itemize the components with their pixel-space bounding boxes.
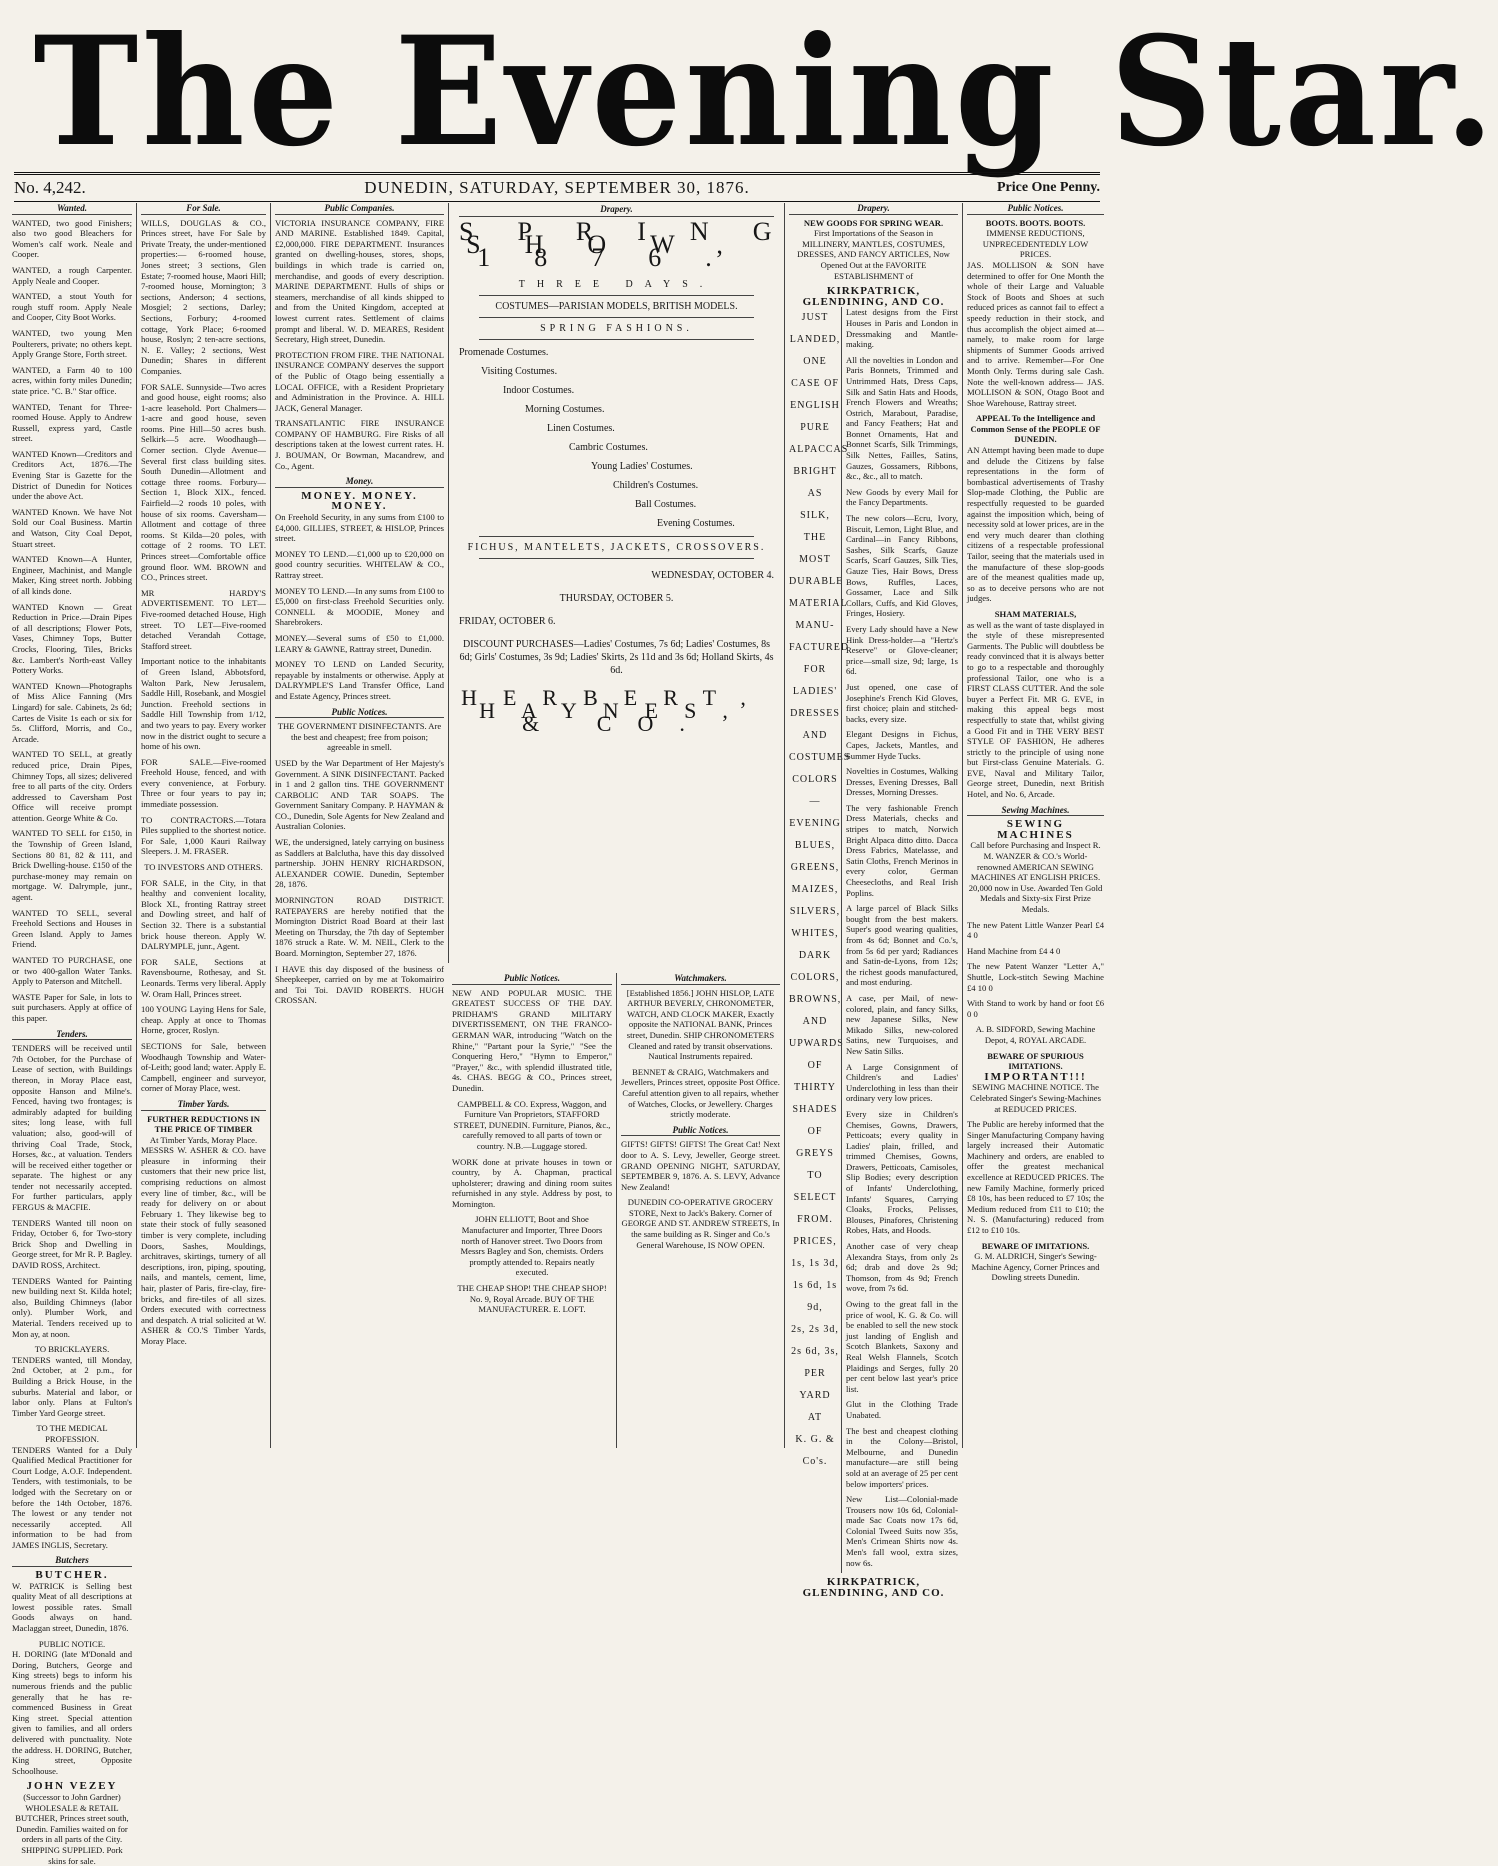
classified-ad: WANTED, two young Men Poulterers, private; no others kept. Apply Grange Store, Forth street. [12, 327, 132, 360]
divider [479, 317, 754, 318]
kg-paragraph: The new colors—Ecru, Ivory, Biscuit, Lemon, Light Blue, and Cardinal—in Fancy Ribbons, Sashes, Silk Scarfs, Gauze Scarfs, Scarf Gauzes, Silk Ties, Gauze Ties, Hair Bows, Dress Bows, Ruffles, Laces, Gossamer, Lace and Silk Collars, Cuffs, and Kid Gloves, Fringes, Hosiery. [846, 513, 958, 619]
page-columns [0, 203, 1114, 1866]
side-word: MANU- [795, 620, 835, 632]
for-sale-ad: FOR SALE.—Five-roomed Freehold House, fenced, and with every convenience, at Forbury. Three or four years to pay in; immediate possession. [141, 756, 266, 810]
money-ad: MONEY TO LEND.—£1,000 up to £20,000 on good country securities. WHITELAW & CO., Rattray street. [275, 548, 444, 580]
tender-ad: TENDERS Wanted till noon on Friday, October 6, for Two-story Brick Shop and Dwelling in George street, for Mr R. P. Bagley. DAVID ROSS, Architect. [12, 1217, 132, 1271]
sidford-ad: A. B. SIDFORD, Sewing Machine Depot, 4, ROYAL ARCADE. [975, 1024, 1096, 1045]
column-public-notices [448, 973, 616, 1448]
side-word: PRICES, [793, 1236, 837, 1248]
column-for-sale [136, 203, 270, 1448]
column-public-companies [270, 203, 448, 1448]
kg-paragraph: A large parcel of Black Silks bought from the best makers. Super's good wearing qualities, from 4s 6d; Bonnet and Co.'s, from 5s 6d per yard; Radiances and Satin-de-Lyons, from 12s; the richest goods manufactured, and most enduring. [846, 903, 958, 988]
side-word: 2s 6d, 3s, [791, 1346, 839, 1358]
kg-paragraph: A Large Consignment of Children's and Ladies' Underclothing in less than their ordinary very low prices. [846, 1061, 958, 1104]
ad-title: PUBLIC NOTICE. [38, 1638, 106, 1649]
column-boots-sewing [962, 203, 1108, 1448]
discount-purchases: DISCOUNT PURCHASES—Ladies' Costumes, 7s 6d; Ladies' Costumes, 8s 6d; Girls' Costumes, 3s 9d; Ladies' Skirts, 2s 11d and 3s 6d; Holland Skirts, 4s 6d. [459, 639, 774, 676]
insurance-ad: VICTORIA INSURANCE COMPANY, FIRE AND MARINE. Established 1849. Capital, £2,000,000. FIRE DEPARTMENT. Insurances granted on dwelling-houses, stores, shops, buildings in which trade is carried on, merchandise, and goods of every description. MARINE DEPARTMENT. Hulls of ships or steamers, merchandise of all kinds shipped to and from the United Kingdom, accepted at lowest current rates. Settlement of claims prompt and liberal. W. D. MEARES, Resident Secretary, High street, Dunedin. [275, 217, 444, 345]
for-sale-ad: 100 YOUNG Laying Hens for Sale, cheap. Apply at once to Thomas Horne, grocer, Roslyn. [141, 1004, 266, 1036]
side-word: PURE [800, 422, 830, 434]
friday-date: FRIDAY, OCTOBER 6. [459, 616, 556, 627]
music-ad: NEW AND POPULAR MUSIC. THE GREATEST SUCCESS OF THE DAY. PRIDHAM'S GRAND MILITARY DIVERTISSEMENT, ON THE FRANCO-GERMAN WAR, introducing "Watch on the Rhine," "Partant pour la Syrie," "See the Conquering Hero," "Hymn to Emperor," "Prayer," &c., with splendid illustrated title, 4s. CHAS. BEGG & CO., Princes street, Dunedin. [452, 987, 612, 1093]
ad-title: SHAM MATERIALS, [994, 608, 1077, 619]
section-heading-wanted: Wanted. [12, 203, 132, 215]
side-word: CASE OF [791, 378, 839, 390]
side-word: DRESSES [790, 708, 840, 720]
side-word: PER YARD [799, 1368, 831, 1402]
hislop-ad: [Established 1856.] JOHN HISLOP, LATE ARTHUR BEVERLY, CHRONOMETER, WATCH, AND CLOCK MAKER, Exactly opposite the NATIONAL BANK, Princes street, Dunedin. SHIP CHRONOMETERS Cleaned and rated by transit observations. Nautical Instruments repaired. [626, 987, 775, 1062]
butcher-ad: H. DORING (late M'Donald and Doring, Butchers, George and King streets) begs to inform his numerous friends and the public generally that he has re-commenced Business in Great King street. Special attention given to families, and all orders delivered with punctuality. Note the address. H. DORING, Butcher, King street, Opposite Schoolhouse. [12, 1649, 132, 1776]
classified-ad: WANTED Known — Great Reduction in Price.—Drain Pipes of all descriptions; Flower Pots, Vases, Chimney Tops, Butter Crocks, Flooring, Tiles, Bricks &c. Lambert's North-east Valley Pottery Works. [12, 601, 132, 676]
tender-ad: TENDERS wanted, till Monday, 2nd October, at 2 p.m., for Building a Brick House, in the suburbs. Material and labor, or labor only. Plans at Fulton's Timber Yard George street. [12, 1354, 132, 1418]
ad-title: BOOTS. BOOTS. BOOTS. [985, 217, 1086, 228]
for-sale-ad: MR HARDY'S ADVERTISEMENT. TO LET—Five-roomed detached House, High street. TO LET—Five-roomed detached Verandah Cottage, Stafford street. [141, 587, 266, 651]
section-heading-sewing: Sewing Machines. [967, 805, 1104, 817]
classified-ad: WANTED TO PURCHASE, one or two 400-gallon Water Tanks. Apply to Paterson and Mitchell. [12, 955, 132, 987]
spring-fashions: SPRING FASHIONS. [540, 323, 693, 334]
money-ad: On Freehold Security, in any sums from £100 to £4,000. GILLIES, STREET, & HISLOP, Princes street. [275, 512, 444, 544]
cheap-shop-ad: THE CHEAP SHOP! THE CHEAP SHOP! No. 9, Royal Arcade. BUY OF THE MANUFACTURER. E. LOFT. [457, 1283, 607, 1315]
classified-ad: WANTED Known—Creditors and Creditors Act, 1876.—The Evening Star is Gazette for the District of Dunedin for Notices under the above Act. [12, 448, 132, 502]
firm-name: HERBERT, HAYNES, & CO. [461, 685, 772, 736]
ad-title: BEWARE OF SPURIOUS IMITATIONS. [987, 1050, 1084, 1072]
costume-item: Evening Costumes. [657, 518, 735, 529]
ad-title: JOHN VEZEY [26, 1780, 118, 1793]
section-heading-public-notices: Public Notices. [621, 1125, 780, 1137]
side-word: SILVERS, [789, 906, 841, 918]
grocery-ad: DUNEDIN CO-OPERATIVE GROCERY STORE, Next to Jack's Bakery. Corner of GEORGE AND ST. ANDREW STREETS, In the same building as R. Singer and Co.'s General Warehouse, IS NOW OPEN. [621, 1197, 780, 1250]
notice-ad: THE GOVERNMENT DISINFECTANTS. Are the best and cheapest; free from poison; agreeable in smell. [277, 721, 442, 753]
kg-paragraph: New List—Colonial-made Trousers now 10s 6d, Colonial-made Sac Coats now 17s 6d, Colonial Tweed Suits now 35s, Men's Crimean Shirts now 4s. Men's fall wool, extra sizes, now 6s. [846, 1494, 958, 1568]
side-word: AS [807, 488, 823, 500]
divider [479, 295, 754, 296]
section-heading-money: Money. [275, 476, 444, 488]
elliott-ad: JOHN ELLIOTT, Boot and Shoe Manufacturer and Importer, Three Doors north of Hanover street. Two Doors from Messrs Bagley and Son, chemists. Orders promptly attended to. Repairs neatly executed. [460, 1214, 604, 1278]
section-heading-public-notices: Public Notices. [452, 973, 612, 985]
kg-paragraph: Glut in the Clothing Trade Unabated. [846, 1399, 958, 1420]
section-heading-timber: Timber Yards. [141, 1099, 266, 1111]
thursday-date: THURSDAY, OCTOBER 5. [559, 593, 674, 604]
wednesday-date: WEDNESDAY, OCTOBER 4. [651, 570, 774, 581]
kg-paragraph: Another case of very cheap Alexandra Stays, from only 2s 6d; drab and dove 2s 9d; Thomson, from 4s 9d; French wove, from 7s 6d. [846, 1241, 958, 1294]
price-line: Hand Machine from £4 4 0 [967, 945, 1061, 956]
side-word: MAIZES, [791, 884, 839, 896]
costume-item: Young Ladies' Costumes. [591, 461, 693, 472]
column-drapery-kg [784, 203, 962, 1599]
publication-date: DUNEDIN, SATURDAY, SEPTEMBER 30, 1876. [364, 178, 750, 197]
ad-title: BEWARE OF IMITATIONS. [981, 1240, 1090, 1251]
side-word: COSTUMES [789, 752, 851, 764]
column-watchmakers [616, 973, 784, 1448]
for-sale-ad: WILLS, DOUGLAS & CO., Princes street, have For Sale by Private Treaty, the under-mentioned properties:— 6-roomed house, Jones street; 3 sections, Glen Estate; 7-roomed house, Maori Hill; 7-roomed house, Mornington; 3 sections, Anderson; 4 sections, Mosgiel; 2 sections, Darley; Sections, Forbury; 4-roomed cottage, York Place; 6-roomed house, Roslyn; 2 ten-acre sections, N. E. Valley; 2 sections, West Dunedin; Shares in different Companies. [141, 217, 266, 376]
classified-ad: WANTED Known—A Hunter, Engineer, Machinist, and Mangle Maker, King street north. Jobbing of all kinds done. [12, 554, 132, 596]
ad-subtitle: IMMENSE REDUCTIONS, UNPRECEDENTEDLY LOW PRICES. [982, 228, 1089, 260]
section-heading-public-notices: Public Notices. [275, 707, 444, 719]
notice-ad: I HAVE this day disposed of the business of Sheepkeeper, carried on by me at Tokomairiro and Toi Toi. DAVID ROBERTS. HUGH CROSSAN. [275, 963, 444, 1006]
side-word: DURABLE [789, 576, 844, 588]
side-word: SILK, [800, 510, 830, 522]
kg-paragraph: Latest designs from the First Houses in Paris and London in Dressmaking and Mantle-making. [846, 307, 958, 350]
side-word: BROWNS, [789, 994, 842, 1006]
notice-ad: USED by the War Department of Her Majesty's Government. A SINK DISINFECTANT. Packed in 1 and 2 gallon tins. THE GOVERNMENT CARBOLIC AND TAR SOAPS. The Government Sanitary Company. P. HAYMAN & CO., Dunedin, Sole Agents for New Zealand and Australian Colonies. [275, 757, 444, 832]
kg-body [841, 307, 958, 1573]
timber-ad: MESSRS W. ASHER & CO. have pleasure in informing their customers that their new price list, comprising reductions on almost every line of timber, &c., will be ready for delivery on or about February 1. They likewise beg to state their stock of fully seasoned timber is very complete, including Doors, Sashes, Mouldings, architraves, skirtings, turnery of all descriptions, iron, piping, spouting, nails, and mantels, cement, lime, hair, plaster of Paris, fire-clay, fire-bricks, and fire-tiles of all sizes. Orders executed with correctness and despatch. A trial solicited at W. ASHER & CO.'S Timber Yards, Moray Place. [141, 1145, 266, 1346]
price-line: With Stand to work by hand or foot £6 0 0 [967, 998, 1104, 1019]
kg-paragraph: Every size in Children's Chemises, Gowns, Drawers, Petticoats; every quality in Ladies' plain, frilled, and trimmed Chemises, Gowns, Drawers, Petticoats, Camisoles, Slip Bodies; every description of Infants' Underclothing, Infants' Squares, Carrying Cloaks, Frocks, Pelisses, Blouses, Pinafores, Christening Robes, Hats, and Hoods. [846, 1108, 958, 1236]
classified-ad: WANTED TO SELL, at greatly reduced price, Drain Pipes, Chimney Tops, all sizes; delivered free to all parts of the city. Orders addressed to Caversham Post Office will receive prompt attention. George White & Co. [12, 749, 132, 823]
side-word: FACTURED [789, 642, 850, 654]
costume-item: Cambric Costumes. [569, 442, 648, 453]
section-heading-drapery: Drapery. [789, 203, 958, 215]
side-word: UPWARDS [789, 1038, 844, 1050]
fichus-line: FICHUS, MANTELETS, JACKETS, CROSSOVERS. [467, 542, 766, 553]
dateline [14, 172, 1100, 202]
side-word: MATERIAL [789, 598, 848, 610]
kg-paragraph: Novelties in Costumes, Walking Dresses, Evening Dresses, Ball Dresses, Morning Dresses. [846, 766, 958, 798]
side-word: FOR [803, 664, 827, 676]
side-word: WHITES, [791, 928, 839, 940]
money-ad: MONEY TO LEND.—In any sums from £100 to £5,000 on first-class Freehold Securities only. CONNELL & MOODIE, Money and Sharebrokers. [275, 585, 444, 628]
ad-subtitle: At Timber Yards, Moray Place. [149, 1134, 258, 1145]
ad-title: FURTHER REDUCTIONS IN THE PRICE OF TIMBER [147, 1113, 260, 1135]
side-word: BRIGHT [793, 466, 837, 478]
singer-ad: SEWING MACHINE NOTICE. The Celebrated Singer's Sewing-Machines at REDUCED PRICES. [970, 1082, 1101, 1114]
section-heading-tenders: Tenders. [12, 1029, 132, 1041]
side-word: DARK [798, 950, 832, 962]
side-word-list [789, 307, 851, 1573]
eve-ad: as well as the want of taste displayed in the style of these misrepresented Garments. The Public will doubtless be ready convinced that it is always better to go to a respectable and thoroughly professional Tailor, one who is a FIRST CLASS CUTTER. And the sole buyer a Perfect Fit. MR G. EVE, in making this appeal begs most respectfully to state that, whilst giving a Good Fit and in THE VERY BEST STYLE OF FASHION, He adheres strictly to the principle of using none but First-class Genuine Materials. G. EVE, Naval and Military Tailor, George street, Dunedin, next British Hotel, and No. 6, Arcade. [967, 619, 1104, 800]
tender-ad: TENDERS will be received until 7th October, for the Purchase of Lease of section, with Buildings thereon, in Moray Place east, opposite Hanson and Milne's. Fenced, having two frontages; is admirably adapted for building sites; long lease, with full valuation; also, good-will of thriving Coal Trade, Stock, Horses, &c., at valuation. Tenders will be received either together or separate. The highest or any tender not necessarily accepted. For further particulars, apply FERGUS & MACFIE. [12, 1043, 132, 1213]
kg-paragraph: Just opened, one case of Josephine's French Kid Gloves, first choice; plain and stitched-backs, every size. [846, 681, 958, 724]
side-word: 1s 6d, 1s 9d, [792, 1280, 838, 1314]
side-word: SHADES [792, 1104, 838, 1116]
side-word: 2s, 2s 3d, [791, 1324, 839, 1336]
classified-ad: WANTED, a Farm 40 to 100 acres, within forty miles Dunedin; state price. "C. B." Star office. [12, 364, 132, 396]
gifts-ad: GIFTS! GIFTS! GIFTS! The Great Cat! Next door to A. S. Levy, Jeweller, George street. GRAND OPENING NIGHT, SATURDAY, SEPTEMBER 9, 1876. A. S. LEVY, Advance New Zealand! [621, 1139, 780, 1192]
side-word: COLORS, [790, 972, 840, 984]
side-word: ONE [803, 356, 827, 368]
masthead [0, 0, 1498, 180]
issue-number: No. 4,242. [14, 178, 86, 197]
side-word: MOST [799, 554, 831, 566]
classified-ad: WANTED Known—Photographs of Miss Alice Fanning (Mrs Lingard) for sale. Cabinets, 2s 6d; Cartes de Visite 1s each or six for 5s. Clifford, Morris, and Co., Arcade. [12, 680, 132, 744]
newspaper-title: The Evening Star. [33, 4, 1498, 180]
ad-title: TO BRICKLAYERS. [34, 1344, 110, 1355]
campbell-ad: CAMPBELL & CO. Express, Waggon, and Furniture Van Proprietors, STAFFORD STREET, DUNEDIN. Furniture, Pianos, &c., carefully removed to all parts of town or country. N.B.—Luggage stored. [453, 1098, 611, 1151]
for-sale-ad: FOR SALE, Sections at Ravensbourne, Rothesay, and St. Leonards. Terms very liberal. Apply W. Oram Hall, Princes street. [141, 956, 266, 999]
wanzer-ad: Call before Purchasing and Inspect R. M. WANZER & CO.'s World-renowned AMERICAN SEWING MACHINES AT ENGLISH PRICES. 20,000 now in Use. Awarded Ten Gold Medals and Sixty-six First Prize Medals. [968, 840, 1103, 914]
divider [479, 536, 754, 537]
ad-title: BUTCHER. [35, 1569, 109, 1582]
side-word: THIRTY [793, 1082, 837, 1094]
for-sale-ad: TO CONTRACTORS.—Totara Piles supplied to the shortest notice. For Sale, 1,000 Kauri Railway Sleepers. J. M. FRASER. [141, 814, 266, 857]
for-sale-ad: FOR SALE. Sunnyside—Two acres and good house, eight rooms; also 1-acre leasehold. Port Chalmers—1-acre and good house, seven rooms. Pine Hill—50 acres bush. Selkirk—5 acre. Woodhaugh—Corner section. Clyde Avenue—Several first class building sites. South Dunedin—Allotment and cottage three rooms. Forbury—Section 1, Block XIX., fenced. Fairfield—2 roods 10 poles, with house of six rooms. Caversham—Allotment and cottage of three rooms. St Kilda—20 poles, with cottage of 2 rooms. TO LET. Princes street—Comfortable office ground floor. WM. BROWN and CO., Princes street. [141, 381, 266, 583]
kg-paragraph: New Goods by every Mail for the Fancy Departments. [846, 486, 958, 508]
firm-name: KIRKPATRICK, GLENDINING, AND CO. [802, 285, 945, 308]
tender-ad: TENDERS Wanted for Painting new building next St. Kilda hotel; also, Building Chimneys (labor only). Plumber Work, and Material. Tenders received up to Mon ay, at noon. [12, 1275, 132, 1339]
price-line: The new Patent Little Wanzer Pearl £4 4 0 [967, 919, 1104, 941]
insurance-ad: TRANSATLANTIC FIRE INSURANCE COMPANY OF HAMBURG. Fire Risks of all descriptions taken at the lowest current rates. H. J. BOUMAN, Or Bowman, Macandrew, and Co., Agent. [275, 418, 444, 471]
kg-paragraph: The very fashionable French Dress Materials, checks and stripes to match, Norwich Bright Alpaca ditto ditto. Dacca Dress Fabrics, Matelasse, and Satin Cloths, French Merinos in every color, German Cheesecloths, and Real Irish Poplins. [846, 802, 958, 898]
insurance-ad: PROTECTION FROM FIRE. THE NATIONAL INSURANCE COMPANY deserves the support of the Public of Otago being essentially a LOCAL OFFICE, with a Resident Proprietary and Administration in the Province. A. HILL JACK, General Manager. [275, 349, 444, 413]
money-ad: MONEY.—Several sums of £50 to £1,000. LEARY & GAWNE, Rattray street, Dunedin. [275, 632, 444, 654]
butcher-ad: W. PATRICK is Selling best quality Meat of all descriptions at lowest possible rates. Small Goods always on hand. Maclaggan street, Dunedin, 1876. [12, 1580, 132, 1634]
classified-ad: WANTED, two good Finishers; also two good Bleachers for Women's calf work. Neale and Cooper. [12, 217, 132, 260]
column-wanted [8, 203, 136, 1866]
side-word: THE [803, 532, 827, 544]
ad-title: APPEAL To the Intelligence and Common Sense of the PEOPLE OF DUNEDIN. [970, 413, 1101, 445]
three-days: THREE DAYS. [518, 279, 715, 290]
side-word: SELECT [793, 1192, 837, 1204]
classified-ad: WANTED, a stout Youth for rough stuff room. Apply Neale and Cooper, City Boot Works. [12, 291, 132, 323]
tender-ad: TENDERS Wanted for a Duly Qualified Medical Practitioner for Court Lodge, A.O.F. Independent. Tenders, with testimonials, to be lodged with the Secretary on or before the 14th October, 1876. The lowest or any tender not necessarily accepted. All information to be had from JAMES INGLIS, Secretary. [12, 1444, 132, 1550]
notice-ad: MORNINGTON ROAD DISTRICT. RATEPAYERS are hereby notified that the Mornington District Road Board at their last Meeting on Thursday, the 7th day of September 1876 struck a Rate. W. M. NEIL, Clerk to the Board. Mornington, September 27, 1876. [275, 895, 444, 958]
ad-title: IMPORTANT!!! [984, 1070, 1087, 1083]
side-word: OF [807, 1126, 823, 1138]
side-word: AND [802, 730, 828, 742]
section-heading-watchmakers: Watchmakers. [621, 973, 780, 985]
section-heading-public-notices: Public Notices. [967, 203, 1104, 215]
for-sale-ad: FOR SALE, in the City, in that healthy and convenient locality, Block XL, fronting Rattray street and Dowling street, and half of Section 32. There is a substantial brick house thereon. Apply W. DALRYMPLE, junr., Agent. [141, 877, 266, 952]
ad-intro: First Importations of the Season in MILLINERY, MANTLES, COSTUMES, DRESSES, AND FANCY ARTICLES, Now Opened Out at the FAVORITE ESTABLISHMENT of [797, 228, 950, 281]
kg-paragraph: All the novelties in London and Paris Bonnets, Trimmed and Untrimmed Hats, Dress Caps, Silk and Satin Hats and Hoods, French Flowers and Wreaths; Ostrich, Marabout, Paradise, and Fancy Feathers; Hat and Bonnet Ornaments, Hat and Bonnet Scarfs, Silk Trimmings, Silk Nettes, Failles, Satins, Gauzes, Gossamers, Ribbons, &c., &c., all to match. [846, 354, 958, 482]
side-word: OF [807, 1060, 823, 1072]
side-word: GREYS [796, 1148, 834, 1160]
section-heading-drapery: Drapery. [459, 203, 774, 217]
side-word: JUST [801, 312, 829, 324]
kg-paragraph: Owing to the great fall in the price of wool, K. G. & Co. will be enabled to sell the new stock just landing of English and Scotch Blankets, Saxony and Real Welsh Flannels, Scotch Plaidings and Serges, fully 20 per cent below last year's price list. [846, 1299, 958, 1394]
classified-ad: WANTED TO SELL for £150, in the Township of Green Island, Sections 80 81, 82 & 111, and Brick Dwelling-house. £150 of the purchase-money may remain on mortgage. W. Dalrymple, junr., agent. [12, 828, 132, 903]
spring-show-title: SPRING SHOW, 1876. [459, 217, 816, 272]
side-word: 1s, 1s 3d, [791, 1258, 839, 1270]
side-word: ENGLISH [790, 400, 840, 412]
side-word: FROM. [797, 1214, 833, 1226]
classified-ad: WASTE Paper for Sale, in lots to suit purchasers. Apply at office of this paper. [12, 991, 132, 1023]
firm-name-footer: KIRKPATRICK, GLENDINING, AND CO. [802, 1576, 945, 1599]
bennet-craig-ad: BENNET & CRAIG, Watchmakers and Jewellers, Princes street, opposite Post Office. Careful attention given to all repairs, whether of Watches, Clocks, or Jewellery. Charges strictly moderate. [621, 1066, 780, 1120]
side-word: LANDED, [789, 334, 841, 346]
kg-paragraph: Elegant Designs in Fichus, Capes, Jackets, Mantles, and Summer Hyde Tucks. [846, 729, 958, 761]
side-word: EVENING [789, 818, 841, 830]
side-word: AT [807, 1412, 823, 1424]
money-ad: MONEY TO LEND on Landed Security, repayable by instalments or otherwise. Apply at DALRYMPLE'S Land Transfer Office, Land and Estate Agency, Princes street. [275, 659, 444, 701]
side-word: GREENS, [790, 862, 840, 874]
divider [479, 339, 754, 340]
kg-paragraph: The best and cheapest clothing in the Colony—Bristol, Melbourne, and Dunedin manufacture—are still being sold at an average of 25 per cent below importers' prices. [846, 1425, 958, 1489]
costume-item: Promenade Costumes. [459, 347, 549, 358]
ad-title: NEW GOODS FOR SPRING WEAR. [803, 217, 944, 228]
side-word: COLORS— [792, 774, 838, 808]
upholsterer-ad: WORK done at private houses in town or country, by A. Chapman, practical upholsterer; drawing and dining room suites refurnished in any style. Address by post, to Mornington. [452, 1156, 612, 1209]
for-sale-ad: SECTIONS for Sale, between Woodhaugh Township and Water-of-Leith; good land; water. Apply E. Campbell, engineer and surveyor, corner of Moray Place, west. [141, 1040, 266, 1094]
mollison-ad: JAS. MOLLISON & SON have determined to offer for One Month the whole of their Large and Valuable Stock of Boots and Shoes at such reduced prices as cannot fail to effect a speedy reduction in their stock, and thus accomplish the object aimed at—namely, to make room for large shipments of Summer Goods arrived and to arrive. Remember—For One Month Only. Terms during sale Cash. Note the well-known address— JAS. MOLLISON & SON, Otago Boot and Shoe Warehouse, Rattray street. [967, 259, 1104, 408]
appeal-ad: AN Attempt having been made to dupe and delude the Citizens by false representations in the form of bombastical advertisements of Trashy Slop-made Clothing, the Public are respectfully requested to be guarded against the imposition which, being of necessity sold at lower prices, are in the end very much dearer than clothing citizens of a respectable professional Tailor, seeing that the materials used in the manufacture of these slop-goods are of the meanest qualities made up, so as to deceive persons who are not judges. [967, 445, 1104, 604]
kg-paragraph: Every Lady should have a New Hink Dress-holder—a "Hertz's Reserve" or Glove-cleaner; price—small size, 9d; large, 1s 6d. [846, 623, 958, 677]
divider [479, 558, 754, 559]
price-line: The new Patent Wanzer "Letter A," Shuttle, Lock-stitch Sewing Machine £4 10 0 [967, 961, 1104, 993]
notice-ad: WE, the undersigned, lately carrying on business as Saddlers at Balclutha, have this day dissolved partnership. JOHN HENRY RICHARDSON, ALEXANDER COWIE. Dunedin, September 28, 1876. [275, 837, 444, 890]
side-word: AND [802, 1016, 828, 1028]
classified-ad: WANTED, a rough Carpenter. Apply Neale and Cooper. [12, 264, 132, 286]
side-word: K. G. & Co's. [795, 1434, 835, 1468]
side-word: ALPACCAS [789, 444, 849, 456]
costume-item: Ball Costumes. [635, 499, 697, 510]
classified-ad: WANTED, Tenant for Three-roomed House. Apply to Andrew Russell, express yard, Castle street. [12, 401, 132, 444]
butcher-ad: (Successor to John Gardner) WHOLESALE & RETAIL BUTCHER, Princes street south, Dunedin. Families waited on for orders in all parts of the City. SHIPPING SUPPLIED. Pork skins for sale. [15, 1791, 129, 1866]
singer-ad: The Public are hereby informed that the Singer Manufacturing Company having largely increased their Automatic Machinery and orders, are enabled to offer the greatest mechanical excellence at REDUCED PRICES. The new Family Machine, formerly priced £8 10s, has been reduced to £7 10s; the Medium reduced from £11 to £10; the N. S. (Manufacturing) reduced from £12 to £10 10s. [967, 1119, 1104, 1236]
ad-title: SEWING MACHINES [997, 818, 1074, 841]
section-heading-butchers: Butchers [12, 1555, 132, 1567]
kg-paragraph: A case, per Mail, of new-colored, plain, and fancy Silks, new Japanese Silks, New Mikado Silks, new-colored Satins, new Turquoises, and New Satin Silks. [846, 992, 958, 1056]
classified-ad: WANTED Known. We have Not Sold our Coal Business. Martin and Watson, City Coal Depot, Stuart street. [12, 506, 132, 549]
costume-item: Linen Costumes. [547, 423, 615, 434]
section-heading-for-sale: For Sale. [141, 203, 266, 215]
aldrich-ad: G. M. ALDRICH, Singer's Sewing-Machine Agency, Corner Princes and Dowling streets Dunedin. [971, 1251, 1100, 1283]
costume-item: Children's Costumes. [613, 480, 699, 491]
side-word: TO [807, 1170, 823, 1182]
ad-title: MONEY. MONEY. MONEY. [301, 489, 418, 513]
ad-title: TO THE MEDICAL PROFESSION. [36, 1423, 108, 1444]
side-word: BLUES, [794, 840, 836, 852]
classified-ad: WANTED TO SELL, several Freehold Sections and Houses in Green Island. Apply to James Friend. [12, 907, 132, 950]
section-heading-public-companies: Public Companies. [275, 203, 444, 215]
for-sale-ad: TO INVESTORS AND OTHERS. [144, 862, 263, 873]
costume-item: Morning Costumes. [525, 404, 605, 415]
price: Price One Penny. [996, 180, 1100, 195]
costume-item: Indoor Costumes. [503, 385, 575, 396]
side-word: LADIES' [792, 686, 838, 698]
costume-item: Visiting Costumes. [481, 366, 558, 377]
costumes-line: COSTUMES—PARISIAN MODELS, BRITISH MODELS. [495, 301, 738, 312]
for-sale-ad: Important notice to the inhabitants of Green Island, Abbotsford, Walton Park, New Jerusalem, Saddle Hill, Rosebank, and Mosgiel Junction. Freehold sections in Saddle Hill Township from 1/12, and two years to pay. Every worker now in the district ought to secure a home of his own. [141, 656, 266, 752]
